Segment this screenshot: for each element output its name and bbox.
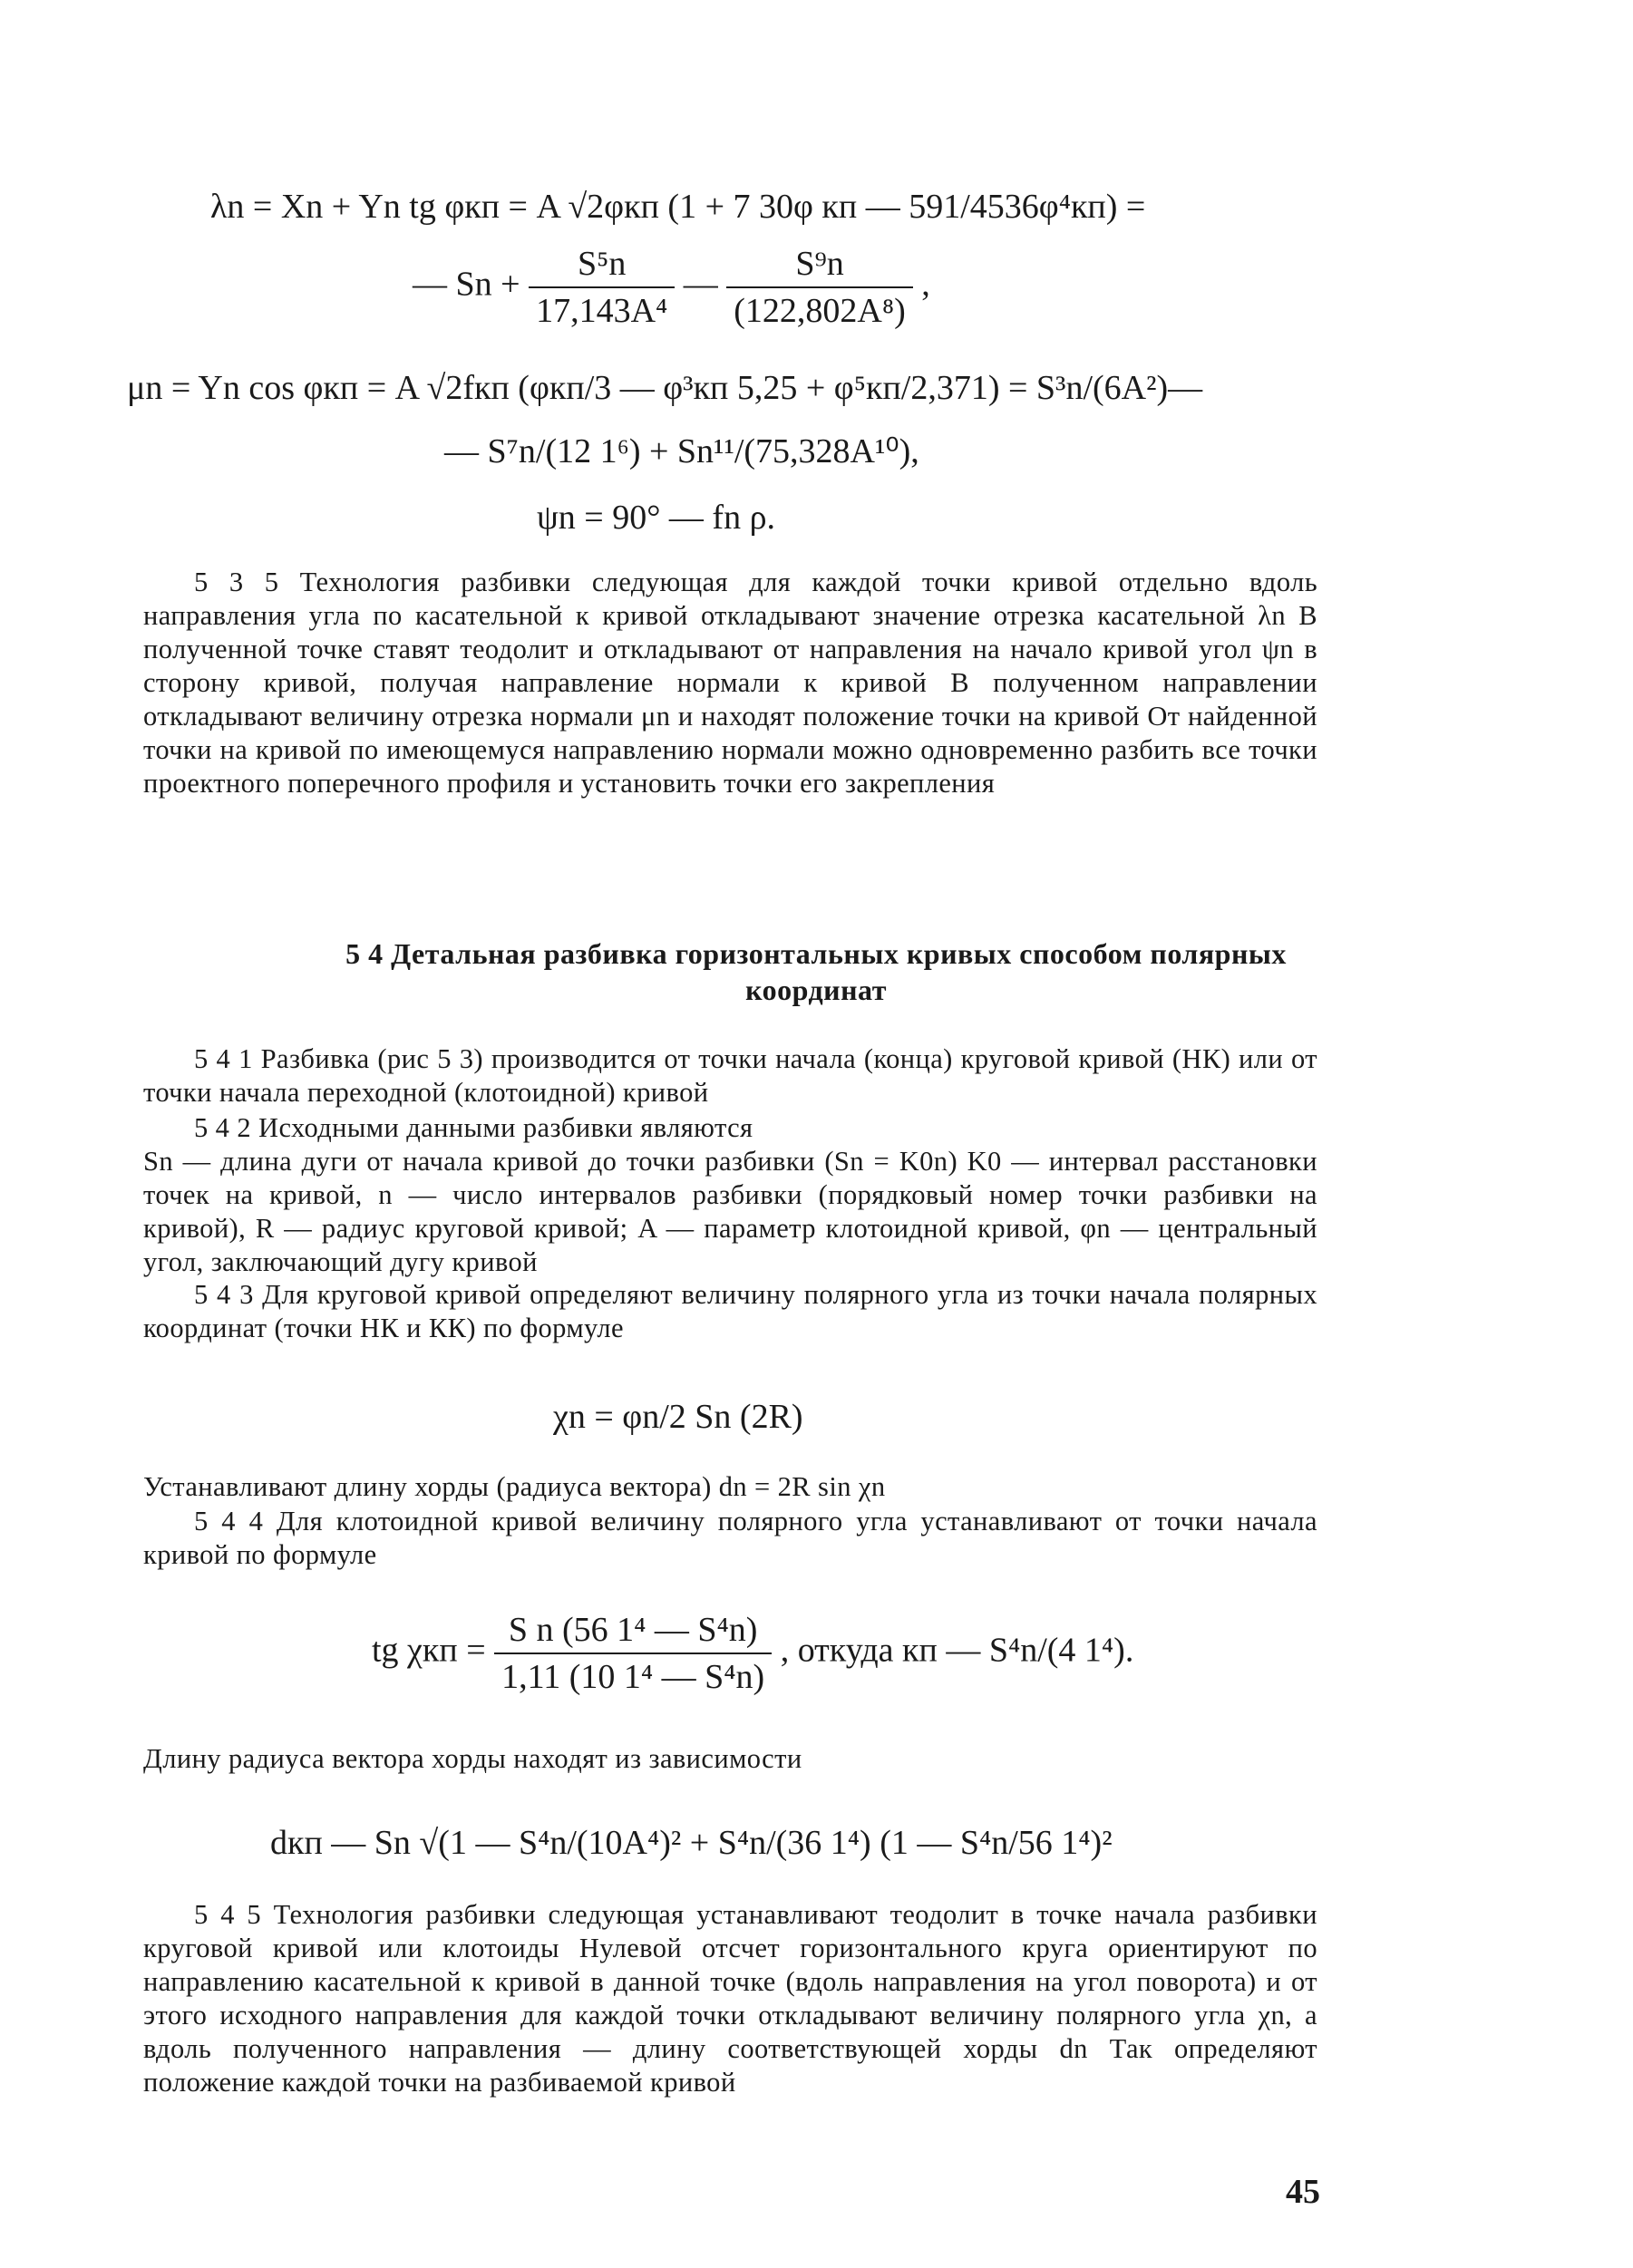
formula-lambda-fraction-1	[529, 243, 675, 332]
paragraph-535	[143, 566, 1317, 800]
paragraph-545	[143, 1898, 1317, 2099]
paragraph-text: 5 4 1 Разбивка (рис 5 3) производится от точки начала (конца) круговой кривой (НК) или от точки начала переходной (клотоидной) кривой	[143, 1043, 1317, 1108]
fraction-denominator: 17,143A⁴	[536, 292, 668, 330]
paragraph-543-chord	[143, 1470, 1317, 1504]
fraction-denominator: (122,802A⁸)	[734, 292, 906, 330]
formula-tg-fraction	[494, 1609, 772, 1698]
fraction-numerator: S n (56 1⁴ — S⁴n)	[494, 1609, 772, 1654]
formula-d: dкп — Sn √(1 — S⁴n/(10A⁴)² + S⁴n/(36 1⁴) (1 — S⁴n/56 1⁴)²	[270, 1824, 1113, 1862]
paragraph-544-radius	[143, 1742, 1317, 1776]
paragraph-541	[143, 1042, 1317, 1110]
formula-tg-right: , откуда кп — S⁴n/(4 1⁴).	[780, 1631, 1134, 1670]
paragraph-text: Устанавливают длину хорды (радиуса вектора) dn = 2R sin χn	[143, 1471, 886, 1502]
paragraph-text: 5 4 4 Для клотоидной кривой величину полярного угла устанавливают от точки начала кривой по формуле	[143, 1506, 1317, 1570]
paragraph-text: 5 4 5 Технология разбивки следующая устанавливают теодолит в точке начала разбивки круговой кривой или клотоиды Нулевой отсчет горизонтального круга ориентируют по направлению касательной к кривой в данной точке (вдоль направления на угол поворота) и от этого исходного направления для каждой точки откладывают величину полярного угла χn, а вдоль полученного направления — длину соответствующей хорды dn Так определяют положение каждой точки на разбиваемой кривой	[143, 1899, 1317, 2098]
formula-lambda: λn = Xn + Yn tg φкп = A √2φкп (1 + 7 30φ кп — 591/4536φ⁴кп) =	[210, 188, 1146, 226]
formula-mu: μn = Yn cos φкп = A √2fкп (φкп/3 — φ³кп 5,25 + φ⁵кп/2,371) = S³n/(6A²)—	[127, 369, 1203, 407]
paragraph-543	[143, 1278, 1317, 1345]
formula-lambda-continuation	[413, 243, 930, 332]
section-heading: 5 4 Детальная разбивка горизонтальных кривых способом полярных координат	[345, 937, 1287, 1006]
fraction-numerator: S⁵n	[529, 243, 675, 288]
paragraph-542-definitions	[143, 1145, 1317, 1279]
paragraph-544	[143, 1505, 1317, 1572]
paragraph-text: 5 4 3 Для круговой кривой определяют величину полярного угла из точки начала полярных координат (точки НК и КК) по формуле	[143, 1279, 1317, 1343]
formula-chi: χn = φn/2 Sn (2R)	[553, 1398, 803, 1436]
fraction-denominator: 1,11 (10 1⁴ — S⁴n)	[501, 1658, 765, 1696]
paragraph-542	[143, 1111, 1317, 1145]
formula-lambda-fraction-2	[726, 243, 913, 332]
formula-tg-left: tg χкп =	[372, 1631, 486, 1670]
paragraph-text: 5 3 5 Технология разбивки следующая для каждой точки кривой отдельно вдоль направления угла по касательной к кривой откладывают значение отрезка касательной λn В полученной точке ставят теодолит и откладывают от направления на начало кривой угол ψn в сторону кривой, получая направление нормали к кривой В полученном направлении откладывают величину отрезка нормали μn и находят положение точки на кривой От найденной точки на кривой по имеющемуся направлению нормали можно одновременно разбить все точки проектного поперечного профиля и установить точки его закрепления	[143, 567, 1317, 799]
formula-lambda-end: ,	[921, 265, 930, 304]
formula-mu-continuation: — S⁷n/(12 1⁶) + Sn¹¹/(75,328A¹⁰),	[444, 432, 919, 470]
formula-psi: ψn = 90° — fn ρ.	[537, 499, 776, 537]
formula-lambda-left: — Sn +	[413, 265, 520, 304]
paragraph-text: Длину радиуса вектора хорды находят из зависимости	[143, 1743, 802, 1774]
paragraph-text: 5 4 2 Исходными данными разбивки являются	[194, 1112, 753, 1143]
formula-tg-chi	[372, 1609, 1133, 1698]
paragraph-text: Sn — длина дуги от начала кривой до точки разбивки (Sn = K0n) K0 — интервал расстановки точек на кривой, n — число интервалов разбивки (порядковый номер точки разбивки на кривой), R — радиус круговой кривой; A — параметр клотоидной кривой, φn — центральный угол, заключающий дугу кривой	[143, 1146, 1317, 1277]
formula-lambda-minus: —	[683, 265, 718, 304]
fraction-numerator: S⁹n	[726, 243, 913, 288]
page-number: 45	[1286, 2173, 1320, 2211]
